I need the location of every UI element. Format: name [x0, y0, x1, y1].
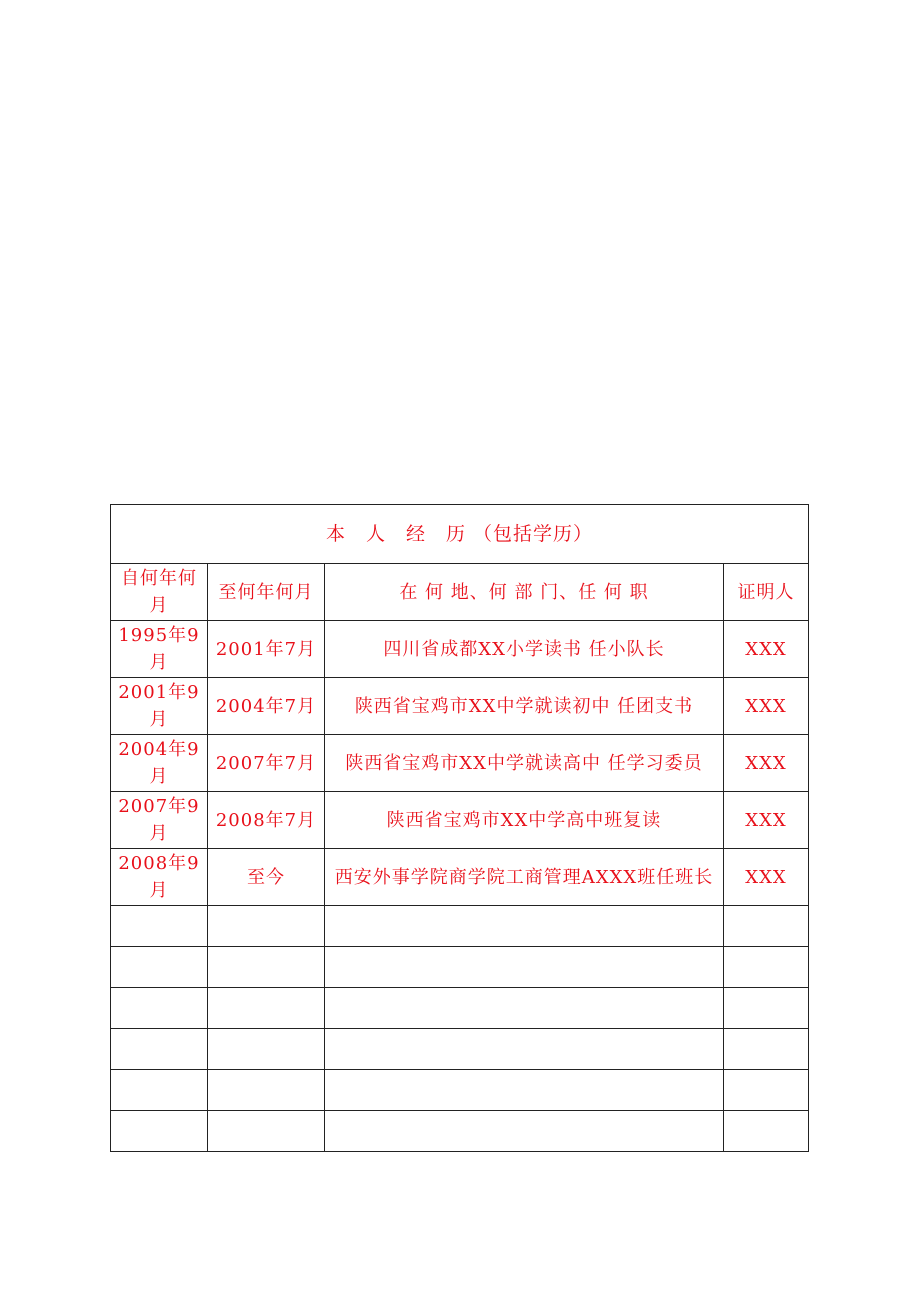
empty-cell [724, 947, 809, 988]
empty-cell [724, 1029, 809, 1070]
cell-place: 四川省成都XX小学读书 任小队长 [325, 621, 724, 678]
header-to: 至何年何月 [208, 564, 325, 621]
header-from: 自何年何月 [111, 564, 208, 621]
table-title-row [111, 505, 809, 564]
empty-cell [325, 988, 724, 1029]
cell-from: 2004年9月 [111, 735, 208, 792]
cell-place: 陕西省宝鸡市XX中学就读初中 任团支书 [325, 678, 724, 735]
empty-cell [325, 1029, 724, 1070]
empty-cell [325, 1070, 724, 1111]
cell-from: 2008年9月 [111, 849, 208, 906]
empty-cell [724, 1111, 809, 1152]
cell-witness: XXX [724, 678, 809, 735]
empty-cell [724, 1070, 809, 1111]
empty-cell [208, 1070, 325, 1111]
cell-witness: XXX [724, 735, 809, 792]
cell-place: 陕西省宝鸡市XX中学就读高中 任学习委员 [325, 735, 724, 792]
cell-place: 陕西省宝鸡市XX中学高中班复读 [325, 792, 724, 849]
empty-table-row [111, 1029, 809, 1070]
empty-table-row [111, 988, 809, 1029]
empty-table-row [111, 947, 809, 988]
experience-table [110, 504, 809, 1152]
empty-cell [111, 988, 208, 1029]
empty-cell [111, 1029, 208, 1070]
empty-cell [111, 1070, 208, 1111]
empty-table-row [111, 1111, 809, 1152]
empty-cell [325, 947, 724, 988]
table-row [111, 621, 809, 678]
header-witness: 证明人 [724, 564, 809, 621]
empty-cell [724, 988, 809, 1029]
cell-from: 2001年9月 [111, 678, 208, 735]
table-row [111, 678, 809, 735]
table-title: 本 人 经 历 （包括学历） [111, 505, 809, 564]
empty-cell [111, 906, 208, 947]
table-row [111, 792, 809, 849]
table-row [111, 735, 809, 792]
table-row [111, 849, 809, 906]
empty-table-row [111, 906, 809, 947]
empty-cell [208, 906, 325, 947]
header-place: 在 何 地、何 部 门、任 何 职 [325, 564, 724, 621]
empty-cell [208, 947, 325, 988]
cell-witness: XXX [724, 849, 809, 906]
cell-to: 2007年7月 [208, 735, 325, 792]
empty-table-row [111, 1070, 809, 1111]
empty-cell [208, 1111, 325, 1152]
cell-to: 2008年7月 [208, 792, 325, 849]
cell-from: 1995年9月 [111, 621, 208, 678]
cell-to: 2001年7月 [208, 621, 325, 678]
empty-cell [111, 947, 208, 988]
empty-cell [208, 1029, 325, 1070]
cell-witness: XXX [724, 792, 809, 849]
cell-from: 2007年9月 [111, 792, 208, 849]
empty-cell [111, 1111, 208, 1152]
table-header-row [111, 564, 809, 621]
cell-to: 至今 [208, 849, 325, 906]
empty-cell [325, 906, 724, 947]
cell-witness: XXX [724, 621, 809, 678]
cell-to: 2004年7月 [208, 678, 325, 735]
cell-place: 西安外事学院商学院工商管理AXXX班任班长 [325, 849, 724, 906]
empty-cell [325, 1111, 724, 1152]
empty-cell [724, 906, 809, 947]
empty-cell [208, 988, 325, 1029]
